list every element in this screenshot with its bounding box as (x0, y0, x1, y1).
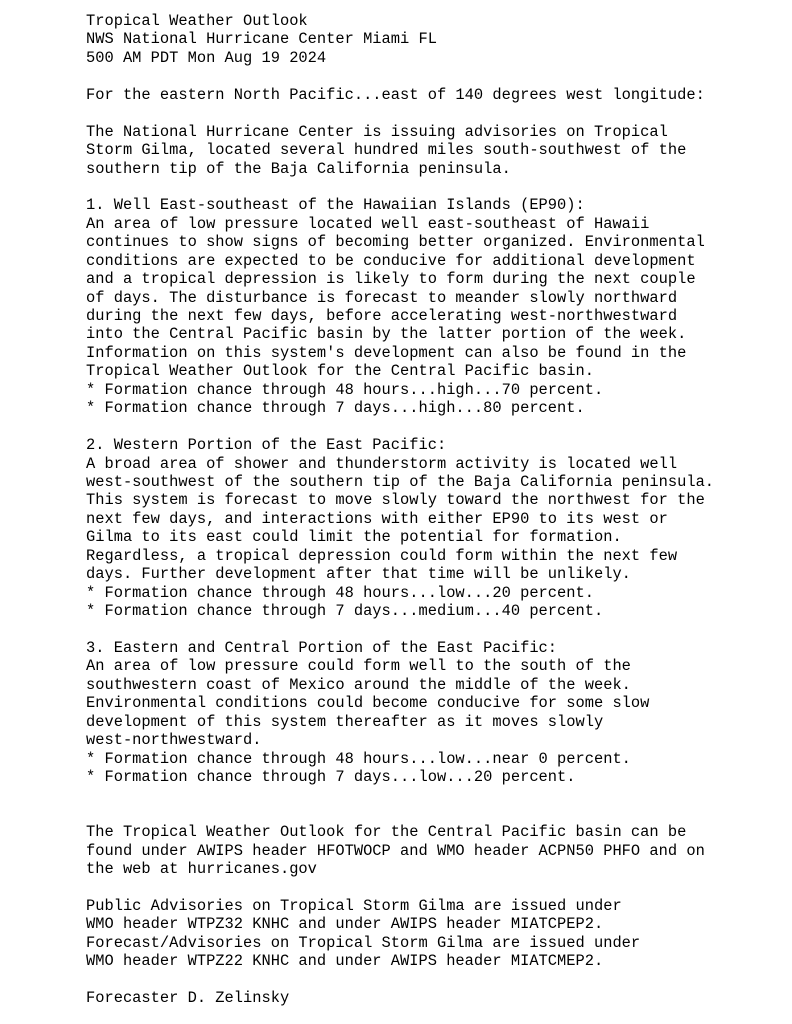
system-title: 1. Well East-southeast of the Hawaiian Islands (EP90): (86, 196, 585, 215)
note-line: WMO header WTPZ32 KNHC and under AWIPS header MIATCPEP2. (86, 915, 604, 934)
spacer (86, 104, 786, 122)
system-text-line: conditions are expected to be conducive for additional development (86, 251, 696, 270)
advisories-note (86, 897, 786, 971)
system-text-line: west-southwest of the southern tip of the Baja California peninsula. (86, 472, 715, 491)
note-line: Public Advisories on Tropical Storm Gilma are issued under (86, 897, 622, 915)
spacer (86, 879, 786, 897)
formation-chance-7d: * Formation chance through 7 days...medium...40 percent. (86, 602, 604, 620)
note-line: the web at hurricanes.gov (86, 860, 317, 879)
system-text-line: of days. The disturbance is forecast to meander slowly northward (86, 288, 678, 307)
formation-chance-7d: * Formation chance through 7 days...high...80 percent. (86, 399, 585, 418)
spacer (86, 67, 786, 85)
system-2 (86, 436, 786, 620)
spacer (86, 418, 786, 436)
system-text-line: Environmental conditions could become conducive for some slow (86, 694, 650, 713)
formation-chance-48h: * Formation chance through 48 hours...low...near 0 percent. (86, 749, 631, 768)
note-line: Forecast/Advisories on Tropical Storm Gilma are issued under (86, 933, 641, 952)
system-text-line: Regardless, a tropical depression could form within the next few (86, 546, 678, 565)
issuing-office: NWS National Hurricane Center Miami FL (86, 30, 437, 49)
system-1 (86, 196, 786, 417)
system-title: 2. Western Portion of the East Pacific: (86, 436, 447, 455)
system-text-line: west-northwestward. (86, 731, 262, 750)
note-line: found under AWIPS header HFOTWOCP and WMO header ACPN50 PHFO and on (86, 841, 705, 860)
system-text-line: Gilma to its east could limit the potential for formation. (86, 528, 622, 547)
system-title: 3. Eastern and Central Portion of the East Pacific: (86, 638, 558, 657)
tropical-weather-outlook (86, 12, 786, 1008)
system-text-line: next few days, and interactions with either EP90 to its west or (86, 509, 668, 528)
issue-time: 500 AM PDT Mon Aug 19 2024 (86, 48, 327, 67)
intro-line: Storm Gilma, located several hundred miles south-southwest of the (86, 141, 687, 160)
note-line: WMO header WTPZ22 KNHC and under AWIPS header MIATCMEP2. (86, 952, 604, 971)
product-title: Tropical Weather Outlook (86, 12, 308, 30)
formation-chance-48h: * Formation chance through 48 hours...low...20 percent. (86, 583, 594, 602)
system-text-line: during the next few days, before accelerating west-northwestward (86, 307, 678, 325)
spacer (86, 786, 786, 804)
system-text-line: Information on this system's development can also be found in the (86, 343, 687, 362)
system-text-line: A broad area of shower and thunderstorm activity is located well (86, 454, 678, 473)
system-text-line: southwestern coast of Mexico around the middle of the week. (86, 675, 631, 694)
product-header (86, 12, 786, 67)
system-text-line: continues to show signs of becoming better organized. Environmental (86, 233, 705, 252)
system-text-line: and a tropical depression is likely to form during the next couple (86, 270, 696, 289)
intro-line: The National Hurricane Center is issuing advisories on Tropical (86, 122, 668, 141)
spacer (86, 620, 786, 638)
system-text-line: An area of low pressure could form well to the south of the (86, 657, 631, 676)
region-line: For the eastern North Pacific...east of 140 degrees west longitude: (86, 85, 705, 104)
forecaster-signoff: Forecaster D. Zelinsky (86, 989, 290, 1008)
spacer (86, 805, 786, 823)
spacer (86, 971, 786, 989)
intro-line: southern tip of the Baja California peninsula. (86, 159, 511, 178)
central-pacific-note (86, 823, 786, 878)
system-text-line: days. Further development after that time will be unlikely. (86, 565, 631, 584)
intro-paragraph (86, 123, 786, 178)
formation-chance-7d: * Formation chance through 7 days...low...20 percent. (86, 767, 576, 786)
system-text-line: An area of low pressure located well east-southeast of Hawaii (86, 214, 650, 233)
system-3 (86, 639, 786, 787)
system-text-line: Tropical Weather Outlook for the Central Pacific basin. (86, 362, 594, 381)
note-line: The Tropical Weather Outlook for the Central Pacific basin can be (86, 823, 687, 842)
spacer (86, 178, 786, 196)
system-text-line: This system is forecast to move slowly toward the northwest for the (86, 491, 705, 510)
system-text-line: into the Central Pacific basin by the latter portion of the week. (86, 325, 687, 344)
formation-chance-48h: * Formation chance through 48 hours...high...70 percent. (86, 380, 604, 399)
system-text-line: development of this system thereafter as it moves slowly (86, 712, 604, 731)
